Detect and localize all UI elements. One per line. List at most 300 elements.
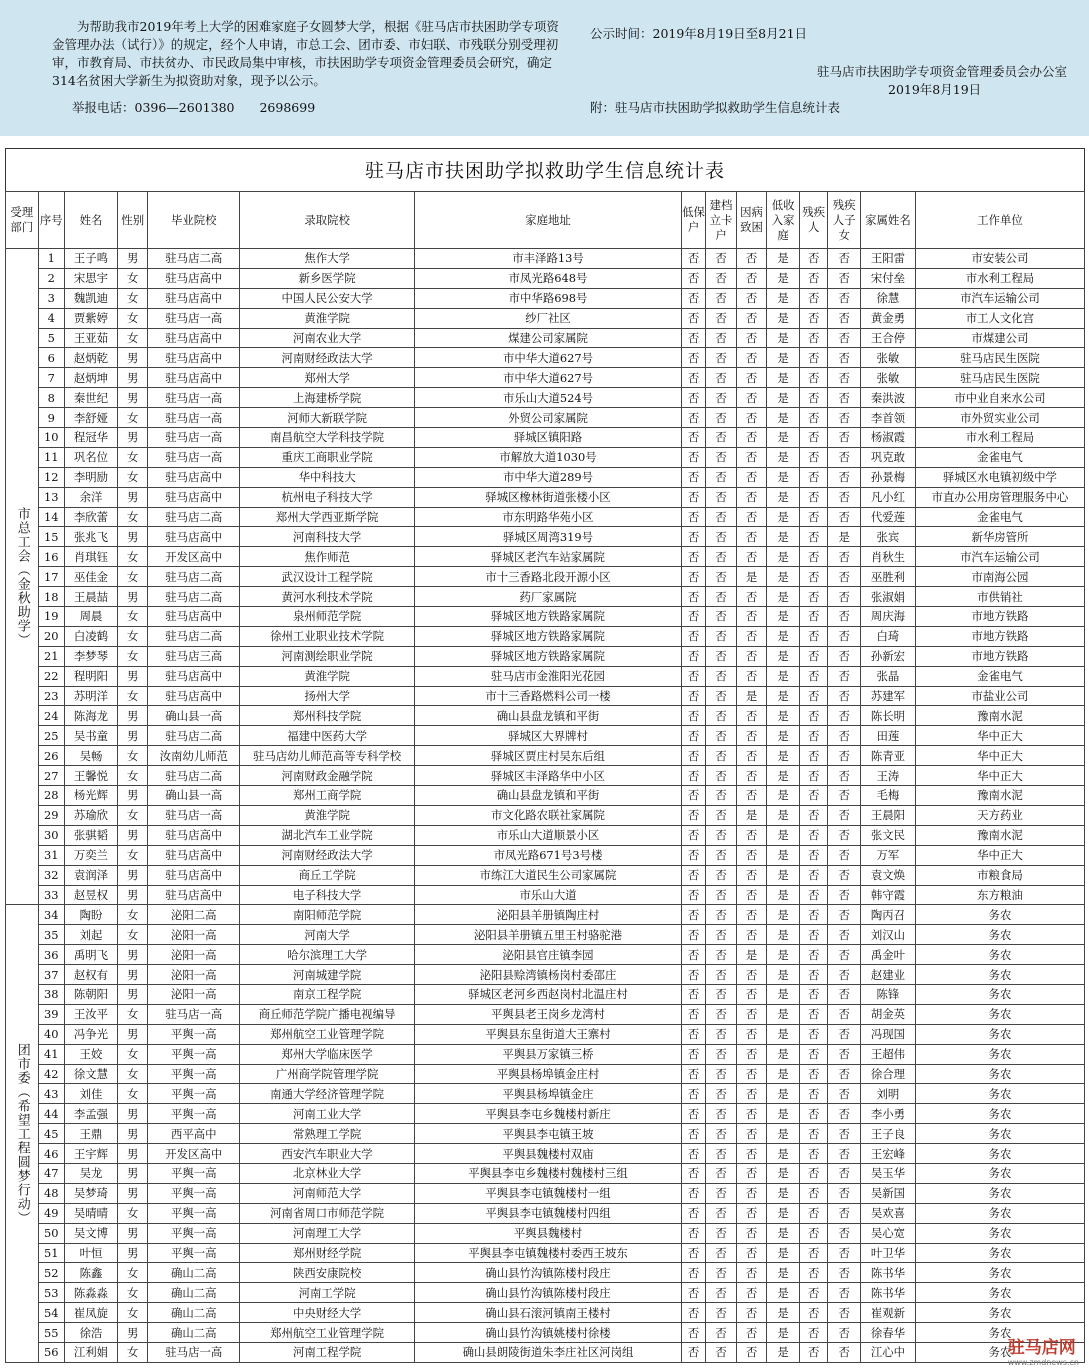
table-cell: 否 xyxy=(828,845,861,865)
table-cell: 否 xyxy=(828,885,861,905)
table-cell: 否 xyxy=(736,1223,767,1243)
table-body xyxy=(6,249,1085,1363)
table-cell: 女 xyxy=(117,507,148,527)
table-cell: 否 xyxy=(799,1303,828,1323)
table-row xyxy=(6,308,1085,328)
table-cell: 男 xyxy=(117,1243,148,1263)
table-cell: 是 xyxy=(767,447,800,467)
table-cell: 河南工学院 xyxy=(240,1283,415,1303)
table-cell: 市中华路698号 xyxy=(415,288,682,308)
table-cell: 陈青亚 xyxy=(860,746,915,766)
table-row xyxy=(6,428,1085,448)
table-cell: 否 xyxy=(681,607,705,627)
table-cell: 叶恒 xyxy=(65,1243,118,1263)
table-cell: 否 xyxy=(706,984,737,1004)
table-cell: 白凌鹤 xyxy=(65,626,118,646)
table-cell: 否 xyxy=(828,1283,861,1303)
table-cell: 否 xyxy=(706,249,737,269)
table-cell: 毛梅 xyxy=(860,786,915,806)
table-cell: 否 xyxy=(736,726,767,746)
table-cell: 否 xyxy=(736,825,767,845)
table-cell: 36 xyxy=(38,945,64,965)
table-cell: 否 xyxy=(681,288,705,308)
table-cell: 男 xyxy=(117,965,148,985)
table-cell: 否 xyxy=(799,1084,828,1104)
table-cell: 否 xyxy=(736,1303,767,1323)
table-cell: 郑州大学西亚斯学院 xyxy=(240,507,415,527)
table-cell: 51 xyxy=(38,1243,64,1263)
table-cell: 否 xyxy=(799,686,828,706)
table-cell: 否 xyxy=(706,686,737,706)
table-cell: 否 xyxy=(681,487,705,507)
table-cell: 否 xyxy=(828,567,861,587)
table-cell: 26 xyxy=(38,746,64,766)
table-cell: 河南农业大学 xyxy=(240,328,415,348)
table-cell: 45 xyxy=(38,1124,64,1144)
table-cell: 否 xyxy=(828,1144,861,1164)
table-cell: 否 xyxy=(706,308,737,328)
table-cell: 否 xyxy=(799,268,828,288)
table-cell: 确山县一高 xyxy=(148,786,240,806)
table-cell: 否 xyxy=(706,805,737,825)
column-header: 低收入家庭 xyxy=(767,192,800,249)
table-cell: 禹明飞 xyxy=(65,945,118,965)
table-cell: 郑州航空工业管理学院 xyxy=(240,1323,415,1343)
table-cell: 李孟强 xyxy=(65,1104,118,1124)
table-cell: 王汝平 xyxy=(65,1004,118,1024)
watermark-url: www.zmdnews.cn xyxy=(1007,1358,1079,1367)
table-cell: 金雀电气 xyxy=(915,447,1084,467)
table-cell: 否 xyxy=(736,925,767,945)
table-cell: 巫佳金 xyxy=(65,567,118,587)
table-cell: 王超伟 xyxy=(860,1044,915,1064)
table-cell: 王宏峰 xyxy=(860,1144,915,1164)
table-cell: 市乐山大道顺景小区 xyxy=(415,825,682,845)
table-cell: 否 xyxy=(681,348,705,368)
table-row xyxy=(6,825,1085,845)
table-cell: 河南测绘职业学院 xyxy=(240,646,415,666)
table-cell: 否 xyxy=(681,1064,705,1084)
table-cell: 否 xyxy=(736,1283,767,1303)
table-cell: 杭州电子科技大学 xyxy=(240,487,415,507)
table-cell: 女 xyxy=(117,308,148,328)
table-cell: 驻马店高中 xyxy=(148,845,240,865)
table-cell: 驻马店高中 xyxy=(148,348,240,368)
table-cell: 44 xyxy=(38,1104,64,1124)
table-cell: 平舆县李屯镇魏楼村四组 xyxy=(415,1203,682,1223)
table-cell: 是 xyxy=(767,1124,800,1144)
table-cell: 否 xyxy=(736,1104,767,1124)
table-cell: 河南财经政法大学 xyxy=(240,348,415,368)
table-cell: 平舆一高 xyxy=(148,1084,240,1104)
table-cell: 否 xyxy=(828,965,861,985)
table-cell: 否 xyxy=(736,607,767,627)
table-cell: 否 xyxy=(681,984,705,1004)
table-cell: 务农 xyxy=(915,1124,1084,1144)
table-cell: 驻马店高中 xyxy=(148,487,240,507)
table-cell: 55 xyxy=(38,1323,64,1343)
column-header: 家庭地址 xyxy=(415,192,682,249)
table-cell: 否 xyxy=(736,249,767,269)
table-cell: 平舆县万家镇三桥 xyxy=(415,1044,682,1064)
table-cell: 务农 xyxy=(915,965,1084,985)
table-cell: 否 xyxy=(799,845,828,865)
table-cell: 35 xyxy=(38,925,64,945)
table-cell: 否 xyxy=(799,885,828,905)
table-cell: 是 xyxy=(767,825,800,845)
table-cell: 徐文慧 xyxy=(65,1064,118,1084)
table-cell: 是 xyxy=(828,527,861,547)
table-cell: 驻马店二高 xyxy=(148,567,240,587)
table-cell: 黄淮学院 xyxy=(240,308,415,328)
table-cell: 市中华大道627号 xyxy=(415,368,682,388)
table-cell: 42 xyxy=(38,1064,64,1084)
table-cell: 否 xyxy=(736,1342,767,1362)
table-cell: 黄金勇 xyxy=(860,308,915,328)
table-cell: 市汽车运输公司 xyxy=(915,288,1084,308)
table-cell: 否 xyxy=(706,1183,737,1203)
column-header: 受理部门 xyxy=(6,192,39,249)
table-cell: 否 xyxy=(681,507,705,527)
table-cell: 市南海公园 xyxy=(915,567,1084,587)
table-cell: 否 xyxy=(706,1044,737,1064)
table-cell: 是 xyxy=(767,746,800,766)
department-cell: 团市委（希望工程圆梦行动） xyxy=(6,905,39,1362)
table-cell: 秦世纪 xyxy=(65,388,118,408)
table-cell: 泉州师范学院 xyxy=(240,607,415,627)
table-cell: 34 xyxy=(38,905,64,925)
table-row xyxy=(6,507,1085,527)
table-cell: 务农 xyxy=(915,1223,1084,1243)
table-cell: 女 xyxy=(117,1004,148,1024)
column-header: 家属姓名 xyxy=(860,192,915,249)
table-cell: 郑州财经学院 xyxy=(240,1243,415,1263)
table-row xyxy=(6,1243,1085,1263)
table-cell: 河南财经政法大学 xyxy=(240,845,415,865)
table-cell: 是 xyxy=(767,487,800,507)
table-cell: 否 xyxy=(736,547,767,567)
table-cell: 49 xyxy=(38,1203,64,1223)
table-row xyxy=(6,1144,1085,1164)
table-cell: 否 xyxy=(736,408,767,428)
column-header: 建档立卡户 xyxy=(706,192,737,249)
table-cell: 郑州科技学院 xyxy=(240,706,415,726)
table-cell: 王鼎 xyxy=(65,1124,118,1144)
table-cell: 巩名位 xyxy=(65,447,118,467)
table-cell: 驻马店三高 xyxy=(148,646,240,666)
table-cell: 否 xyxy=(681,1144,705,1164)
table-cell: 否 xyxy=(799,1163,828,1183)
table-cell: 黄河水利技术学院 xyxy=(240,587,415,607)
table-cell: 8 xyxy=(38,388,64,408)
table-cell: 驻马店高中 xyxy=(148,865,240,885)
table-cell: 否 xyxy=(706,487,737,507)
table-cell: 黄淮学院 xyxy=(240,666,415,686)
table-cell: 市十三香路燃料公司一楼 xyxy=(415,686,682,706)
table-cell: 是 xyxy=(767,388,800,408)
table-cell: 中国人民公安大学 xyxy=(240,288,415,308)
table-cell: 43 xyxy=(38,1084,64,1104)
table-cell: 否 xyxy=(681,746,705,766)
table-cell: 确山县盘龙镇和平街 xyxy=(415,706,682,726)
table-cell: 否 xyxy=(736,328,767,348)
table-row xyxy=(6,547,1085,567)
table-cell: 41 xyxy=(38,1044,64,1064)
table-cell: 29 xyxy=(38,805,64,825)
table-cell: 白琦 xyxy=(860,626,915,646)
table-cell: 是 xyxy=(767,467,800,487)
table-row xyxy=(6,1183,1085,1203)
table-cell: 中央财经大学 xyxy=(240,1303,415,1323)
table-cell: 华中正大 xyxy=(915,845,1084,865)
table-cell: 否 xyxy=(681,945,705,965)
table-cell: 38 xyxy=(38,984,64,1004)
table-row xyxy=(6,945,1085,965)
table-cell: 3 xyxy=(38,288,64,308)
table-cell: 是 xyxy=(767,1004,800,1024)
table-cell: 否 xyxy=(799,1342,828,1362)
table-cell: 否 xyxy=(828,666,861,686)
table-cell: 否 xyxy=(706,646,737,666)
table-cell: 否 xyxy=(736,428,767,448)
table-cell: 否 xyxy=(706,945,737,965)
table-cell: 否 xyxy=(706,786,737,806)
table-cell: 河南工业大学 xyxy=(240,1104,415,1124)
table-cell: 否 xyxy=(828,984,861,1004)
table-cell: 驻马店高中 xyxy=(148,268,240,288)
table-cell: 巩克敢 xyxy=(860,447,915,467)
table-cell: 刘明 xyxy=(860,1084,915,1104)
column-header: 工作单位 xyxy=(915,192,1084,249)
table-row xyxy=(6,1323,1085,1343)
column-header: 残疾人子女 xyxy=(828,192,861,249)
table-cell: 否 xyxy=(706,666,737,686)
table-cell: 否 xyxy=(799,786,828,806)
table-cell: 否 xyxy=(681,1084,705,1104)
table-cell: 否 xyxy=(799,706,828,726)
table-cell: 外贸公司家属院 xyxy=(415,408,682,428)
table-cell: 否 xyxy=(799,1183,828,1203)
table-cell: 男 xyxy=(117,1163,148,1183)
table-cell: 平舆县魏楼村双庙 xyxy=(415,1144,682,1164)
table-cell: 32 xyxy=(38,865,64,885)
table-cell: 东方粮油 xyxy=(915,885,1084,905)
table-cell: 否 xyxy=(799,746,828,766)
table-cell: 否 xyxy=(799,905,828,925)
table-cell: 56 xyxy=(38,1342,64,1362)
table-cell: 是 xyxy=(767,507,800,527)
table-cell: 肖琪钰 xyxy=(65,547,118,567)
table-cell: 驿城区地方铁路家属院 xyxy=(415,626,682,646)
table-row xyxy=(6,1084,1085,1104)
table-cell: 驻马店二高 xyxy=(148,587,240,607)
table-cell: 否 xyxy=(706,1283,737,1303)
table-cell: 19 xyxy=(38,607,64,627)
table-row xyxy=(6,249,1085,269)
table-cell: 否 xyxy=(828,388,861,408)
table-cell: 男 xyxy=(117,527,148,547)
table-cell: 驻马店高中 xyxy=(148,825,240,845)
table-cell: 否 xyxy=(681,467,705,487)
table-cell: 广州商学院管理学院 xyxy=(240,1064,415,1084)
table-cell: 9 xyxy=(38,408,64,428)
table-cell: 否 xyxy=(706,1203,737,1223)
table-cell: 否 xyxy=(706,626,737,646)
table-cell: 否 xyxy=(828,368,861,388)
table-cell: 程明阳 xyxy=(65,666,118,686)
table-row xyxy=(6,1263,1085,1283)
table-cell: 37 xyxy=(38,965,64,985)
table-row xyxy=(6,368,1085,388)
table-cell: 男 xyxy=(117,945,148,965)
table-cell: 王子良 xyxy=(860,1124,915,1144)
table-cell: 市乐山大道524号 xyxy=(415,388,682,408)
table-cell: 否 xyxy=(736,487,767,507)
table-cell: 务农 xyxy=(915,1243,1084,1263)
table-cell: 否 xyxy=(736,1144,767,1164)
table-cell: 否 xyxy=(736,1024,767,1044)
table-row xyxy=(6,1104,1085,1124)
table-cell: 冯争光 xyxy=(65,1024,118,1044)
table-cell: 否 xyxy=(828,766,861,786)
table-cell: 是 xyxy=(767,308,800,328)
table-cell: 否 xyxy=(799,626,828,646)
table-cell: 否 xyxy=(828,626,861,646)
table-cell: 否 xyxy=(706,527,737,547)
table-cell: 新华房管所 xyxy=(915,527,1084,547)
table-cell: 吴文博 xyxy=(65,1223,118,1243)
table-cell: 25 xyxy=(38,726,64,746)
table-cell: 女 xyxy=(117,1342,148,1362)
table-cell: 平舆县李屯镇魏楼村委西王坡东 xyxy=(415,1243,682,1263)
table-cell: 否 xyxy=(681,1303,705,1323)
table-cell: 30 xyxy=(38,825,64,845)
table-cell: 是 xyxy=(767,805,800,825)
table-cell: 平舆一高 xyxy=(148,1104,240,1124)
table-cell: 是 xyxy=(767,1283,800,1303)
table-cell: 否 xyxy=(706,766,737,786)
table-cell: 否 xyxy=(828,428,861,448)
table-cell: 否 xyxy=(799,1104,828,1124)
table-cell: 驿城区周湾319号 xyxy=(415,527,682,547)
table-cell: 南京工程学院 xyxy=(240,984,415,1004)
table-cell: 魏凯迪 xyxy=(65,288,118,308)
table-cell: 华中科技大 xyxy=(240,467,415,487)
table-cell: 是 xyxy=(736,686,767,706)
table-cell: 泌阳一高 xyxy=(148,925,240,945)
table-cell: 周庆海 xyxy=(860,607,915,627)
table-cell: 市盐业公司 xyxy=(915,686,1084,706)
table-row xyxy=(6,408,1085,428)
table-cell: 市煤建公司 xyxy=(915,328,1084,348)
table-cell: 否 xyxy=(681,1024,705,1044)
table-row xyxy=(6,805,1085,825)
table-cell: 王晨喆 xyxy=(65,587,118,607)
table-cell: 是 xyxy=(767,1044,800,1064)
table-cell: 否 xyxy=(681,885,705,905)
table-cell: 是 xyxy=(767,646,800,666)
table-cell: 否 xyxy=(681,965,705,985)
table-cell: 驻马店民生医院 xyxy=(915,348,1084,368)
table-cell: 北京林业大学 xyxy=(240,1163,415,1183)
table-cell: 新乡医学院 xyxy=(240,268,415,288)
table-cell: 是 xyxy=(767,368,800,388)
table-cell: 市中华大道627号 xyxy=(415,348,682,368)
table-cell: 汝南幼儿师范 xyxy=(148,746,240,766)
table-cell: 王阳雷 xyxy=(860,249,915,269)
table-cell: 平舆县魏楼村 xyxy=(415,1223,682,1243)
table-row xyxy=(6,388,1085,408)
table-cell: 苏建军 xyxy=(860,686,915,706)
table-cell: 否 xyxy=(706,1064,737,1084)
table-cell: 否 xyxy=(828,1024,861,1044)
table-cell: 刘起 xyxy=(65,925,118,945)
table-cell: 否 xyxy=(736,348,767,368)
table-cell: 否 xyxy=(681,825,705,845)
table-cell: 郑州大学 xyxy=(240,368,415,388)
table-cell: 平舆一高 xyxy=(148,1064,240,1084)
table-cell: 否 xyxy=(706,348,737,368)
table-cell: 驻马店高中 xyxy=(148,885,240,905)
table-cell: 万军 xyxy=(860,845,915,865)
table-cell: 否 xyxy=(799,308,828,328)
table-cell: 4 xyxy=(38,308,64,328)
table-cell: 否 xyxy=(799,288,828,308)
student-table-container xyxy=(5,148,1085,1363)
table-cell: 宋付垒 xyxy=(860,268,915,288)
table-cell: 务农 xyxy=(915,1342,1084,1362)
table-cell: 市安装公司 xyxy=(915,249,1084,269)
table-cell: 否 xyxy=(828,288,861,308)
table-cell: 否 xyxy=(736,1323,767,1343)
table-cell: 吴欢喜 xyxy=(860,1203,915,1223)
table-cell: 1 xyxy=(38,249,64,269)
table-cell: 否 xyxy=(706,467,737,487)
table-cell: 否 xyxy=(681,1223,705,1243)
table-cell: 市乐山大道 xyxy=(415,885,682,905)
table-row xyxy=(6,1004,1085,1024)
table-row xyxy=(6,567,1085,587)
table-row xyxy=(6,447,1085,467)
table-cell: 5 xyxy=(38,328,64,348)
table-cell: 女 xyxy=(117,1064,148,1084)
table-cell: 否 xyxy=(706,905,737,925)
table-cell: 张宾 xyxy=(860,527,915,547)
table-cell: 是 xyxy=(767,249,800,269)
table-cell: 驻马店一高 xyxy=(148,428,240,448)
table-cell: 否 xyxy=(828,587,861,607)
table-cell: 否 xyxy=(799,1283,828,1303)
table-cell: 否 xyxy=(799,825,828,845)
table-cell: 平舆县李屯镇王坡 xyxy=(415,1124,682,1144)
table-row xyxy=(6,1124,1085,1144)
table-cell: 确山县石滚河镇南王楼村 xyxy=(415,1303,682,1323)
table-cell: 陈锋 xyxy=(860,984,915,1004)
table-cell: 否 xyxy=(828,905,861,925)
table-cell: 李欣蕾 xyxy=(65,507,118,527)
table-cell: 否 xyxy=(681,646,705,666)
table-cell: 是 xyxy=(767,1104,800,1124)
table-cell: 张兆飞 xyxy=(65,527,118,547)
table-cell: 否 xyxy=(828,1263,861,1283)
table-cell: 陶盼 xyxy=(65,905,118,925)
table-cell: 否 xyxy=(681,1323,705,1343)
table-cell: 否 xyxy=(828,786,861,806)
table-cell: 叶卫华 xyxy=(860,1243,915,1263)
report-phone: 举报电话：0396—2601380 2698699 xyxy=(72,100,316,115)
table-cell: 10 xyxy=(38,428,64,448)
table-cell: 男 xyxy=(117,825,148,845)
